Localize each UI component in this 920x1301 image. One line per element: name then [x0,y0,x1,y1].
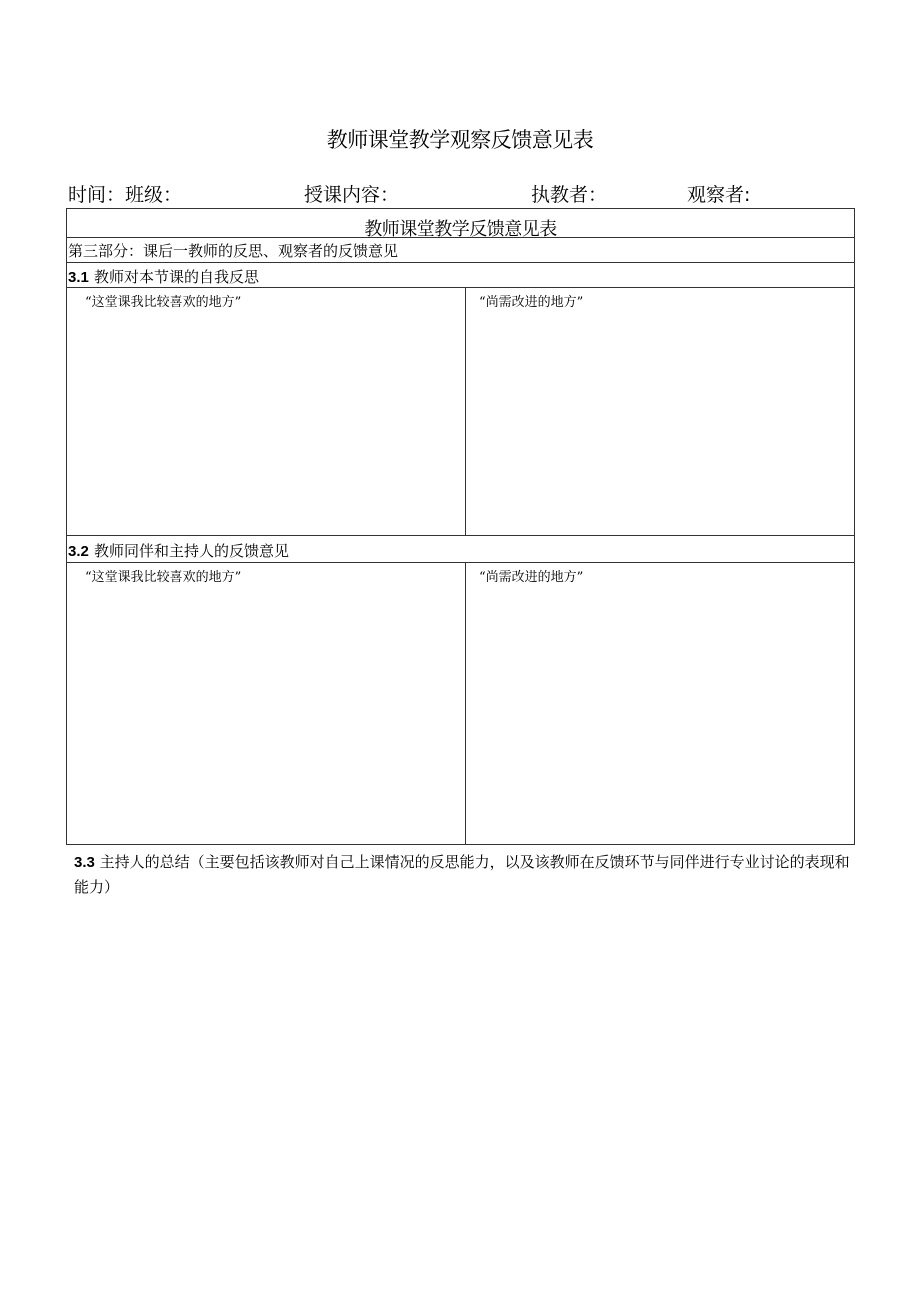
document-title: 教师课堂教学观察反馈意见表 [326,128,594,152]
teacher-label: 执教者： [531,184,608,206]
section-3-1-number: 3.1 [68,269,89,286]
section-3-3-text: 主持人的总结（主要包括该教师对自己上课情况的反思能力，以及该教师在反馈环节与同伴进行专业讨论的表现和能力） [74,853,850,896]
lesson-content-label: 授课内容： [304,184,400,206]
section-3-2-number: 3.2 [68,543,89,560]
observer-label: 观察者: [687,184,751,206]
row-divider [67,535,854,536]
section-3-2-improve-prompt: “尚需改进的地方” [479,570,584,585]
info-row [0,180,920,206]
section-3-1-improve-prompt: “尚需改进的地方” [479,295,584,310]
section-3-3-number: 3.3 [74,854,95,871]
row-divider [67,562,854,563]
time-class-label: 时间：班级： [68,184,183,206]
row-divider [67,237,854,238]
row-divider [67,262,854,263]
column-divider [465,562,466,844]
part-heading: 第三部分：课后一教师的反思、观察者的反馈意见 [68,242,399,260]
row-divider [67,287,854,288]
section-3-1-liked-prompt: “这堂课我比较喜欢的地方” [85,295,242,310]
feedback-form-table [66,208,855,845]
section-3-2-label: 教师同伴和主持人的反馈意见 [93,542,289,560]
section-3-1-heading [68,266,259,287]
table-title: 教师课堂教学反馈意见表 [364,219,557,240]
section-3-1-label: 教师对本节课的自我反思 [93,268,259,286]
column-divider [465,287,466,535]
section-3-2-liked-prompt: “这堂课我比较喜欢的地方” [85,570,242,585]
section-3-2-heading [68,540,289,561]
section-3-3-summary [74,850,854,900]
